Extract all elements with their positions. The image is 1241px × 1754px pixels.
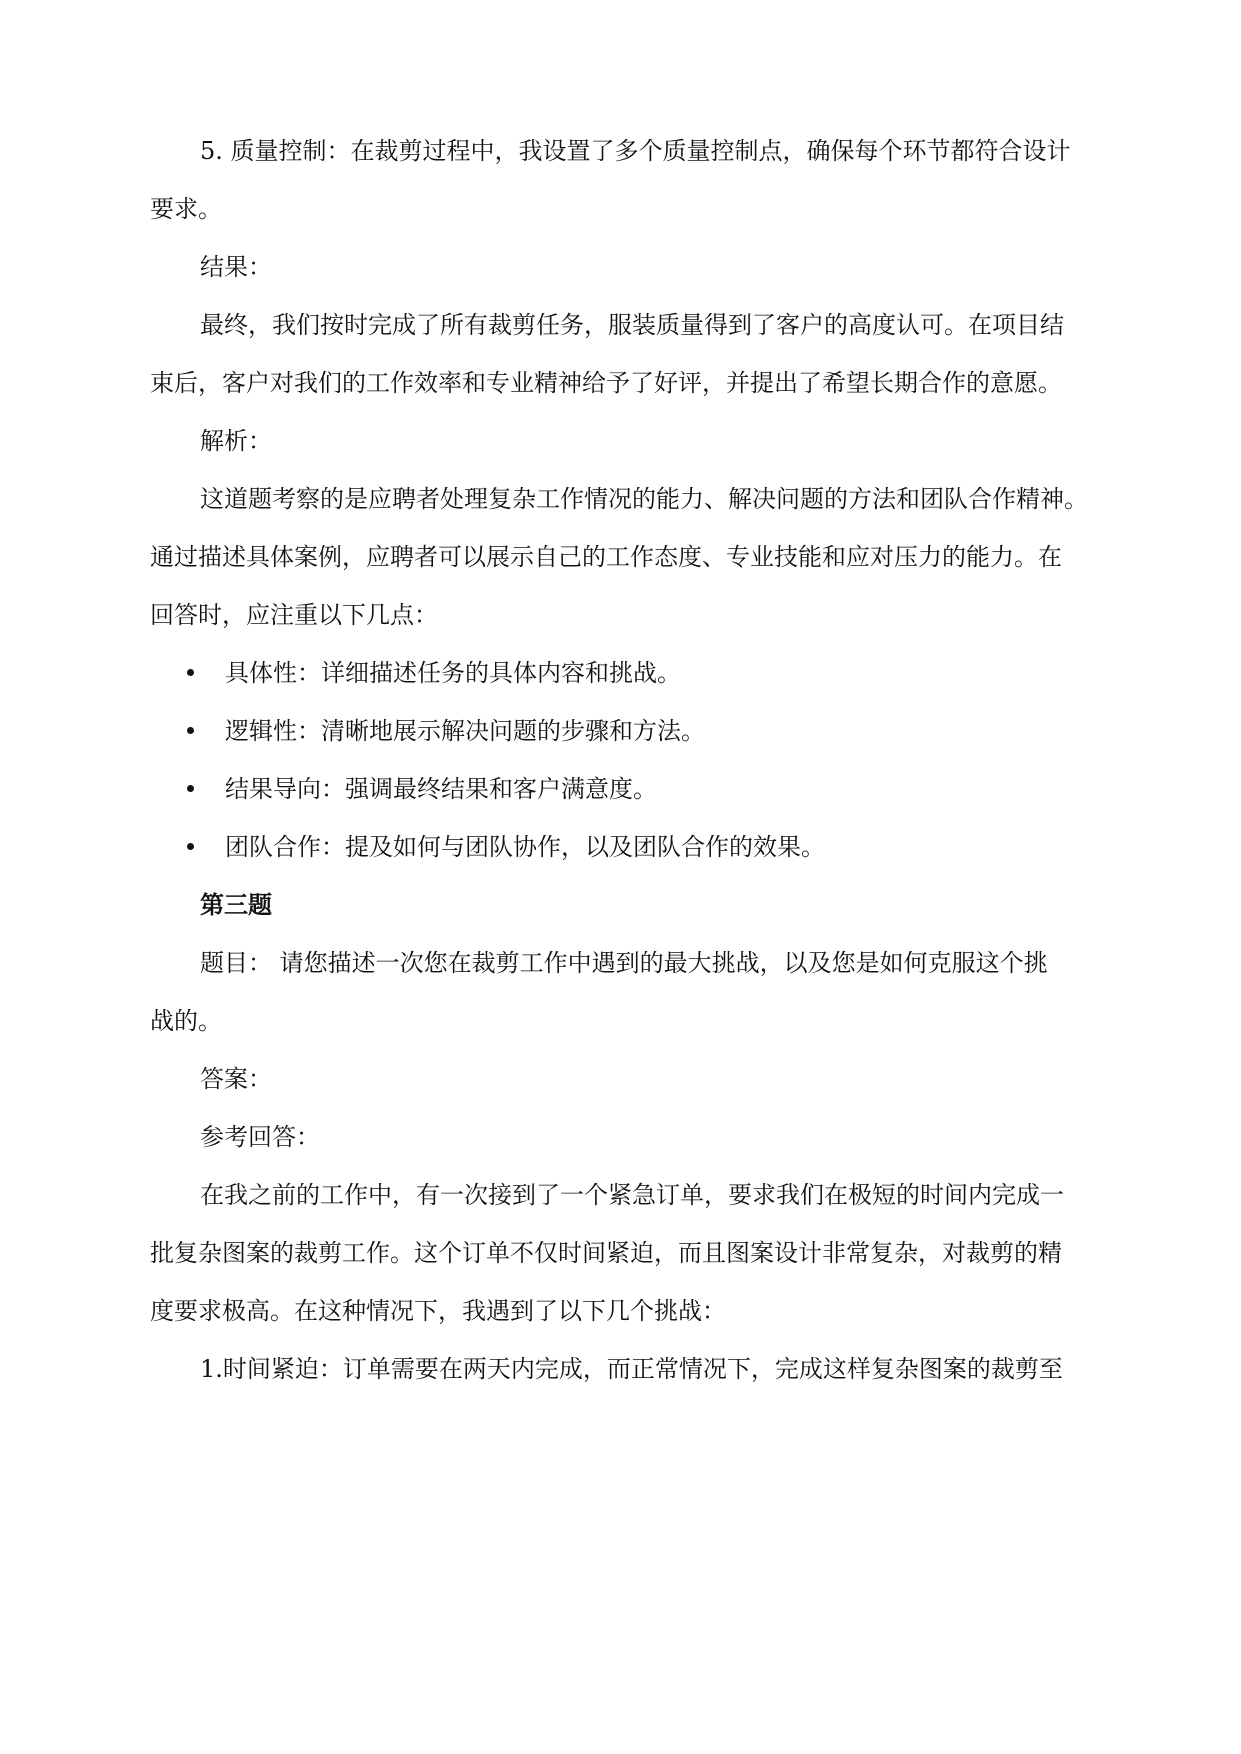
bullet-item: 逻辑性：清晰地展示解决问题的步骤和方法。 (225, 717, 705, 745)
question-line-2: 战的。 (150, 1007, 222, 1035)
answer-body-line-2: 批复杂图案的裁剪工作。这个订单不仅时间紧迫，而且图案设计非常复杂，对裁剪的精 (150, 1239, 1062, 1267)
result-heading: 结果： (200, 253, 272, 281)
quality-control-line-1: 5. 质量控制：在裁剪过程中，我设置了多个质量控制点，确保每个环节都符合设计 (200, 137, 1071, 165)
analysis-heading: 解析： (200, 427, 272, 455)
analysis-body-line-1: 这道题考察的是应聘者处理复杂工作情况的能力、解决问题的方法和团队合作精神。 (200, 485, 1088, 513)
answer-heading: 答案： (200, 1065, 272, 1093)
analysis-body-line-2: 通过描述具体案例，应聘者可以展示自己的工作态度、专业技能和应对压力的能力。在 (150, 543, 1062, 571)
answer-body-line-1: 在我之前的工作中，有一次接到了一个紧急订单，要求我们在极短的时间内完成一 (200, 1181, 1064, 1209)
answer-body-line-3: 度要求极高。在这种情况下，我遇到了以下几个挑战： (150, 1297, 726, 1325)
bullet-dot-icon (187, 727, 194, 734)
bullet-item: 团队合作：提及如何与团队协作，以及团队合作的效果。 (225, 833, 825, 861)
quality-control-line-2: 要求。 (150, 195, 222, 223)
question-line-1: 题目： 请您描述一次您在裁剪工作中遇到的最大挑战，以及您是如何克服这个挑 (200, 949, 1048, 977)
bullet-item: 结果导向：强调最终结果和客户满意度。 (225, 775, 657, 803)
reference-heading: 参考回答： (200, 1123, 320, 1151)
challenge-1-line: 1.时间紧迫：订单需要在两天内完成，而正常情况下，完成这样复杂图案的裁剪至 (200, 1355, 1063, 1383)
result-body-line-2: 束后，客户对我们的工作效率和专业精神给予了好评，并提出了希望长期合作的意愿。 (150, 369, 1062, 397)
bullet-dot-icon (187, 785, 194, 792)
analysis-body-line-3: 回答时，应注重以下几点： (150, 601, 438, 629)
section-title: 第三题 (200, 891, 272, 919)
bullet-dot-icon (187, 669, 194, 676)
result-body-line-1: 最终，我们按时完成了所有裁剪任务，服装质量得到了客户的高度认可。在项目结 (200, 311, 1064, 339)
bullet-dot-icon (187, 843, 194, 850)
bullet-item: 具体性：详细描述任务的具体内容和挑战。 (225, 659, 681, 687)
